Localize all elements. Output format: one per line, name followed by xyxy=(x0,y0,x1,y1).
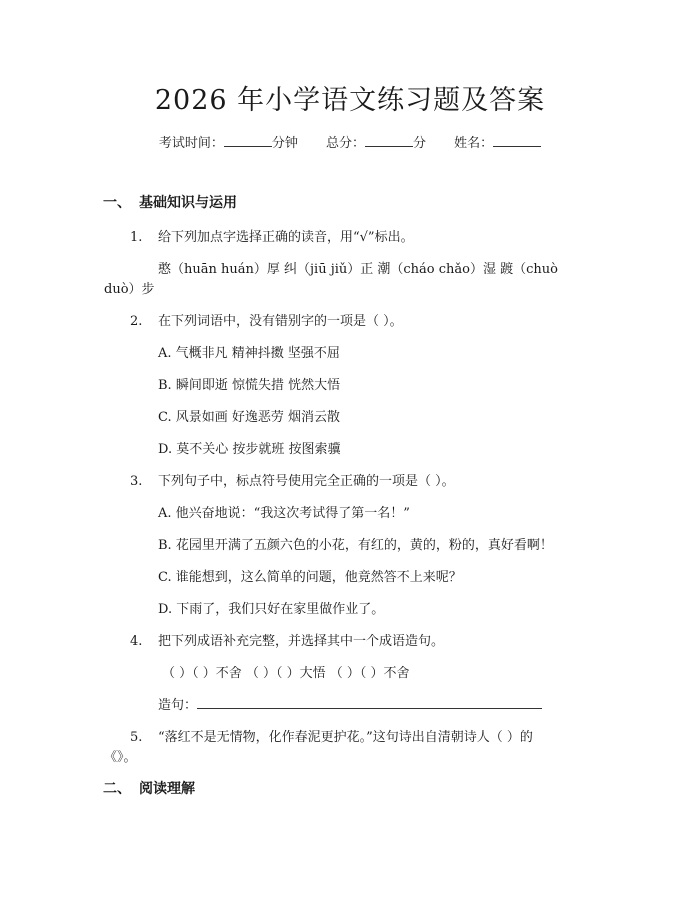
option-a: A. 气概非凡 精神抖擞 坚强不屈 xyxy=(158,346,340,361)
question-text: 给下列加点字选择正确的读音，用“√”标出。 xyxy=(158,230,414,245)
option-d: D. 下雨了，我们只好在家里做作业了。 xyxy=(158,602,385,617)
option-d: D. 莫不关心 按步就班 按图索骥 xyxy=(158,442,341,457)
total-score-unit: 分 xyxy=(413,136,427,151)
question-number: 3. xyxy=(130,474,143,489)
section-title: 阅读理解 xyxy=(139,781,195,797)
question-1-content: 憨（huān huán）厚 纠（jiū jiǔ）正 潮（cháo chǎo）湿 踱（chuò xyxy=(158,262,558,277)
section-number: 一、 xyxy=(103,195,131,211)
exam-info xyxy=(0,132,700,151)
question-text: 把下列成语补充完整，并选择其中一个成语造句。 xyxy=(158,634,445,649)
exam-time-blank xyxy=(224,134,272,147)
question-number: 2. xyxy=(130,314,143,329)
option-b: B. 花园里开满了五颜六色的小花，有红的，黄的，粉的，真好看啊！ xyxy=(158,538,553,553)
sentence-answer-line xyxy=(197,696,542,709)
question-text: 下列句子中，标点符号使用完全正确的一项是（ ）。 xyxy=(158,474,455,489)
question-5-text-cont: 《》。 xyxy=(104,750,137,765)
total-score xyxy=(326,132,426,151)
question-1-stem xyxy=(130,226,414,245)
student-name xyxy=(454,132,541,151)
option-c: C. 风景如画 好逸恶劳 烟消云散 xyxy=(158,410,341,425)
sentence-answer xyxy=(158,694,542,713)
option-b: B. 瞬间即逝 惊慌失措 恍然大悟 xyxy=(158,378,341,393)
question-text: “落红不是无情物，化作春泥更护花。”这句诗出自清朝诗人（ ）的 xyxy=(158,730,533,745)
question-4-stem xyxy=(130,630,444,649)
document-title: 2026 年小学语文练习题及答案 xyxy=(154,85,546,116)
total-score-blank xyxy=(365,134,413,147)
sentence-label: 造句： xyxy=(158,698,198,713)
exam-time xyxy=(159,132,298,151)
question-text: 在下列词语中，没有错别字的一项是（ ）。 xyxy=(158,314,403,329)
question-number: 1. xyxy=(130,230,143,245)
student-name-blank xyxy=(493,134,541,147)
option-a: A. 他兴奋地说：“我这次考试得了第一名！” xyxy=(158,506,410,521)
student-name-label: 姓名： xyxy=(454,136,494,151)
question-1-content-cont: duò）步 xyxy=(104,282,155,297)
question-3-stem xyxy=(130,470,455,489)
question-number: 4. xyxy=(130,634,143,649)
question-2-stem xyxy=(130,310,403,329)
idiom-blanks: （ ）（ ）不舍 （ ）（ ）大悟 （ ）（ ）不舍 xyxy=(162,666,410,681)
exam-time-label: 考试时间： xyxy=(158,136,224,151)
question-5-stem xyxy=(130,726,533,745)
option-c: C. 谁能想到，这么简单的问题，他竟然答不上来呢？ xyxy=(158,570,462,585)
section-number: 二、 xyxy=(103,781,131,797)
section-heading xyxy=(103,778,195,798)
total-score-label: 总分： xyxy=(325,136,365,151)
exam-time-unit: 分钟 xyxy=(271,136,298,151)
question-number: 5. xyxy=(130,730,143,745)
section-title: 基础知识与运用 xyxy=(139,195,237,211)
section-heading xyxy=(103,192,237,212)
